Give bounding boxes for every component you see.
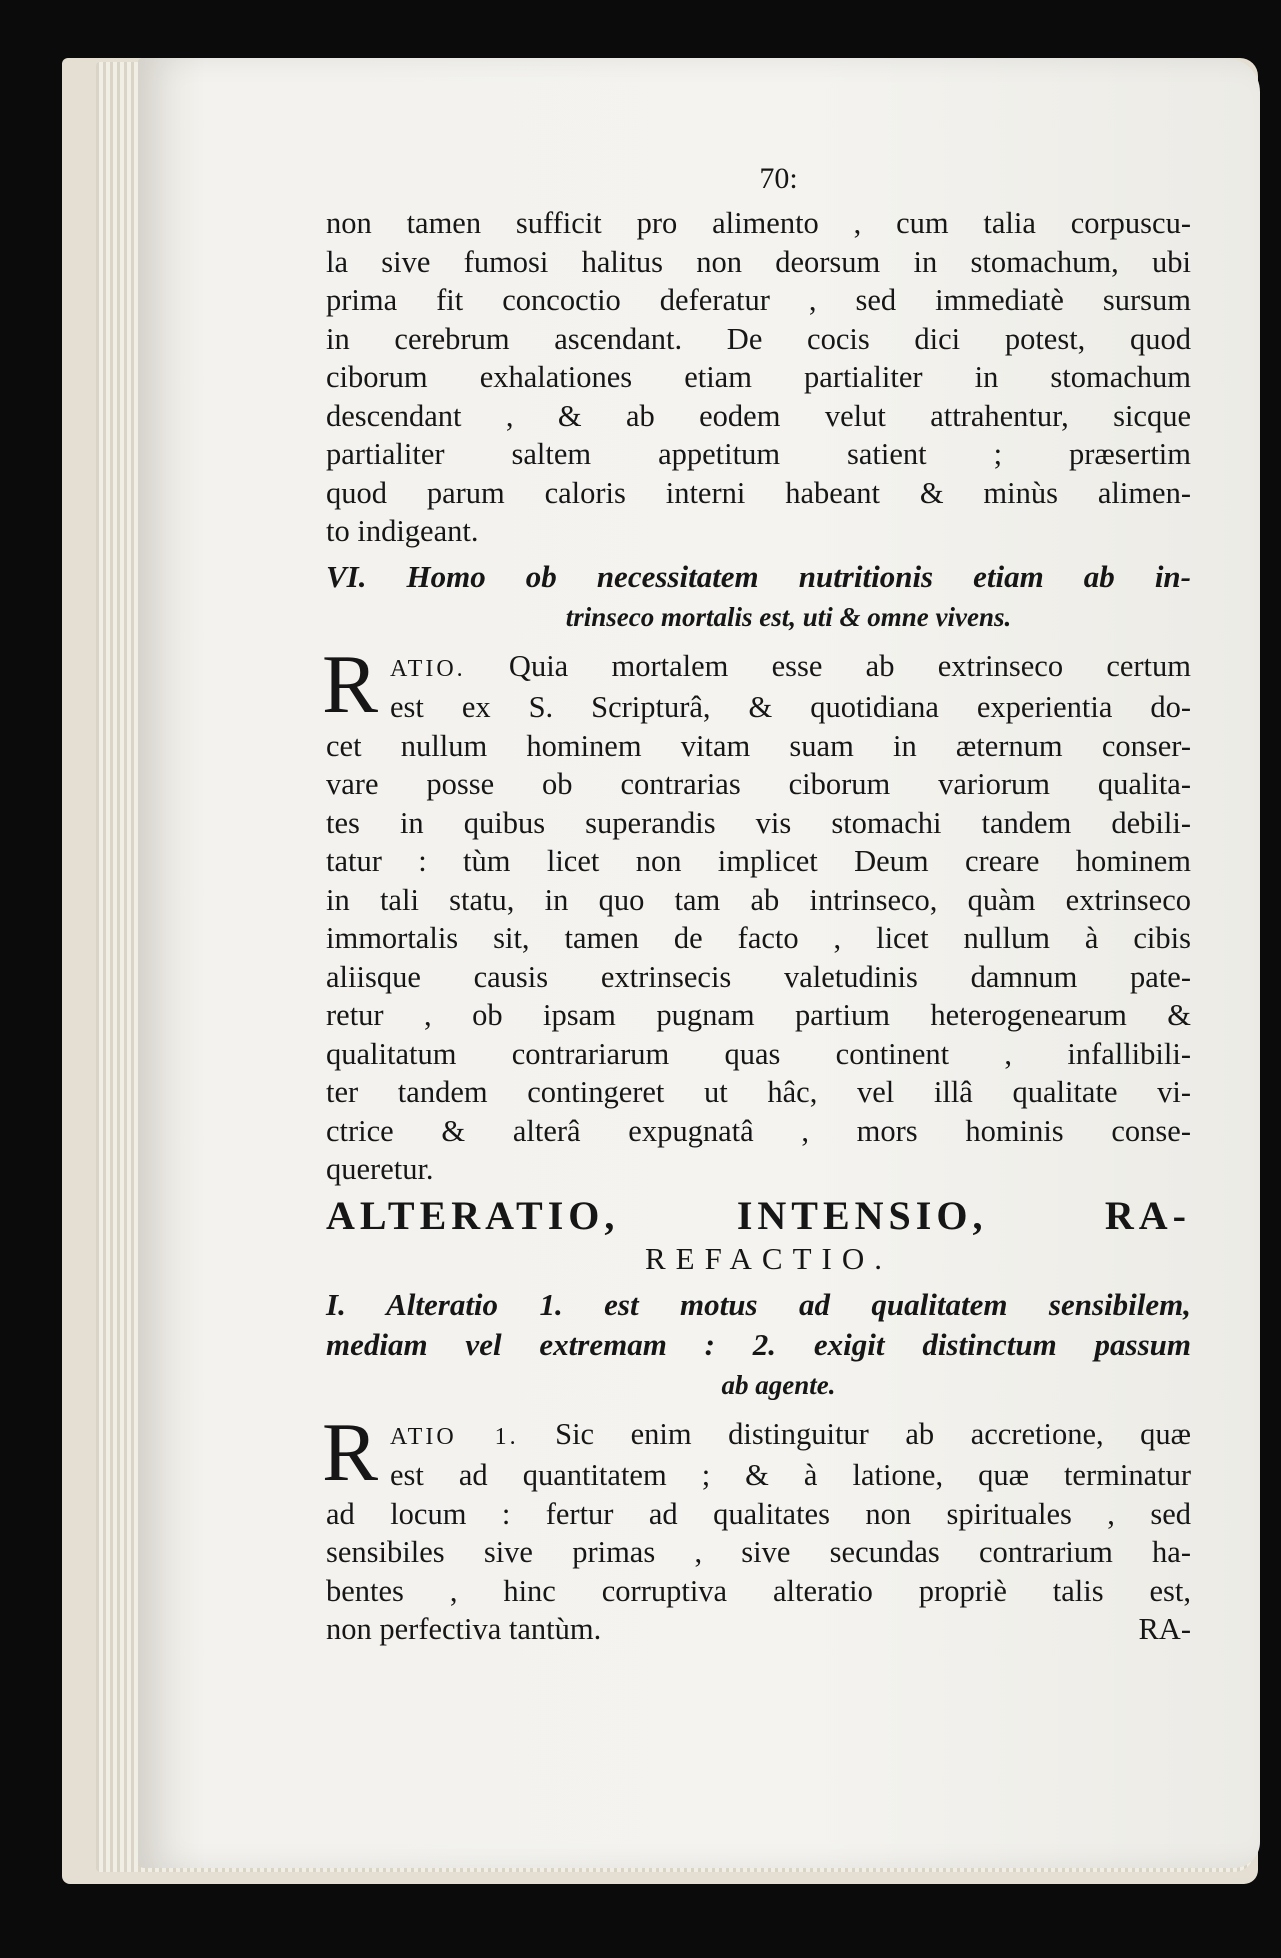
- text-line: aliisque causis extrinsecis valetudinis damnum pate-: [326, 959, 1191, 994]
- text-line: queretur.: [326, 1152, 434, 1186]
- drop-cap: R: [322, 1405, 379, 1499]
- thesis-line: mediam vel extremam : 2. exigit distinctum passum: [326, 1326, 1191, 1362]
- text-line: in tali statu, in quo tam ab intrinseco, quàm extrinseco: [326, 882, 1191, 917]
- thesis-line: VI. Homo ob necessitatem nutritionis etiam ab in-: [326, 558, 1191, 594]
- text-line: immortalis sit, tamen de facto , licet nullum à cibis: [326, 921, 1191, 955]
- text-line: [326, 1415, 1191, 1457]
- text-span: Sic enim distinguitur ab accretione, quæ: [555, 1416, 1191, 1451]
- text-line: ciborum exhalationes etiam partialiter in stomachum: [326, 360, 1191, 394]
- thesis-line: ab agente.: [721, 1369, 836, 1400]
- text-line: est ex S. Scripturâ, & quotidiana experientia do-: [390, 690, 1191, 724]
- text-line: sensibiles sive primas , sive secundas contrarium ha-: [326, 1535, 1191, 1569]
- thesis-line: I. Alteratio 1. est motus ad qualitatem sensibilem,: [326, 1286, 1191, 1322]
- ratio-paragraph: [322, 637, 1192, 1189]
- last-line-with-catchword: [326, 1610, 1191, 1649]
- text-line: ad locum : fertur ad qualitates non spirituales , sed: [326, 1496, 1191, 1531]
- text-line: tes in quibus superandis vis stomachi tandem debili-: [326, 805, 1191, 840]
- text-line: bentes , hinc corruptiva alteratio propriè talis est,: [326, 1573, 1191, 1608]
- catchword: RA-: [1138, 1612, 1191, 1646]
- text-line: ter tandem contingeret ut hâc, vel illâ qualitate vi-: [326, 1075, 1191, 1109]
- thesis-line: trinseco mortalis est, uti & omne vivens.: [565, 601, 1012, 632]
- ratio-paragraph: [322, 1405, 1191, 1649]
- text-line: tatur : tùm licet non implicet Deum creare hominem: [326, 844, 1191, 878]
- text-span: Quia mortalem esse ab extrinseco certum: [508, 648, 1192, 683]
- thesis-six: [326, 557, 1191, 637]
- page-number: 70:: [759, 162, 798, 195]
- text-line: retur , ob ipsam pugnam partium heterogenearum &: [326, 998, 1191, 1032]
- text-line: vare posse ob contrarias ciborum variorum qualita-: [326, 767, 1191, 801]
- text-line: ctrice & alterâ expugnatâ , mors hominis conse-: [326, 1113, 1191, 1148]
- section-title: ALTERATIO, INTENSIO, RA-: [326, 1192, 1191, 1238]
- text-line: qualitatum contrariarum quas continent , infallibili-: [326, 1036, 1191, 1071]
- text-line: in cerebrum ascendant. De cocis dici potest, quod: [326, 321, 1191, 356]
- page-text: [322, 160, 1192, 1649]
- text-line: est ad quantitatem ; & à latione, quæ terminatur: [390, 1458, 1191, 1492]
- ratio-label: ATIO 1.: [390, 1423, 519, 1450]
- text-line: descendant , & ab eodem velut attrahentur, sicque: [326, 398, 1191, 433]
- text-line: non perfectiva tantùm.: [326, 1612, 602, 1646]
- section-title-continued: REFACTIO.: [644, 1240, 892, 1276]
- text-line: partialiter saltem appetitum satient ; præsertim: [326, 437, 1191, 471]
- text-line: prima fit concoctio deferatur , sed immediatè sursum: [326, 283, 1191, 317]
- drop-cap: R: [322, 637, 379, 731]
- text-line: non tamen sufficit pro alimento , cum talia corpuscu-: [326, 206, 1191, 240]
- text-line: [326, 647, 1191, 689]
- text-line: la sive fumosi halitus non deorsum in stomachum, ubi: [326, 244, 1191, 279]
- ratio-label: ATIO.: [390, 655, 466, 682]
- paragraph-continuation: [326, 204, 1191, 551]
- thesis-one: [326, 1285, 1191, 1405]
- text-line: cet nullum hominem vitam suam in æternum conser-: [326, 728, 1191, 763]
- text-line: quod parum caloris interni habeant & minùs alimen-: [326, 475, 1191, 510]
- text-line: to indigeant.: [326, 514, 479, 548]
